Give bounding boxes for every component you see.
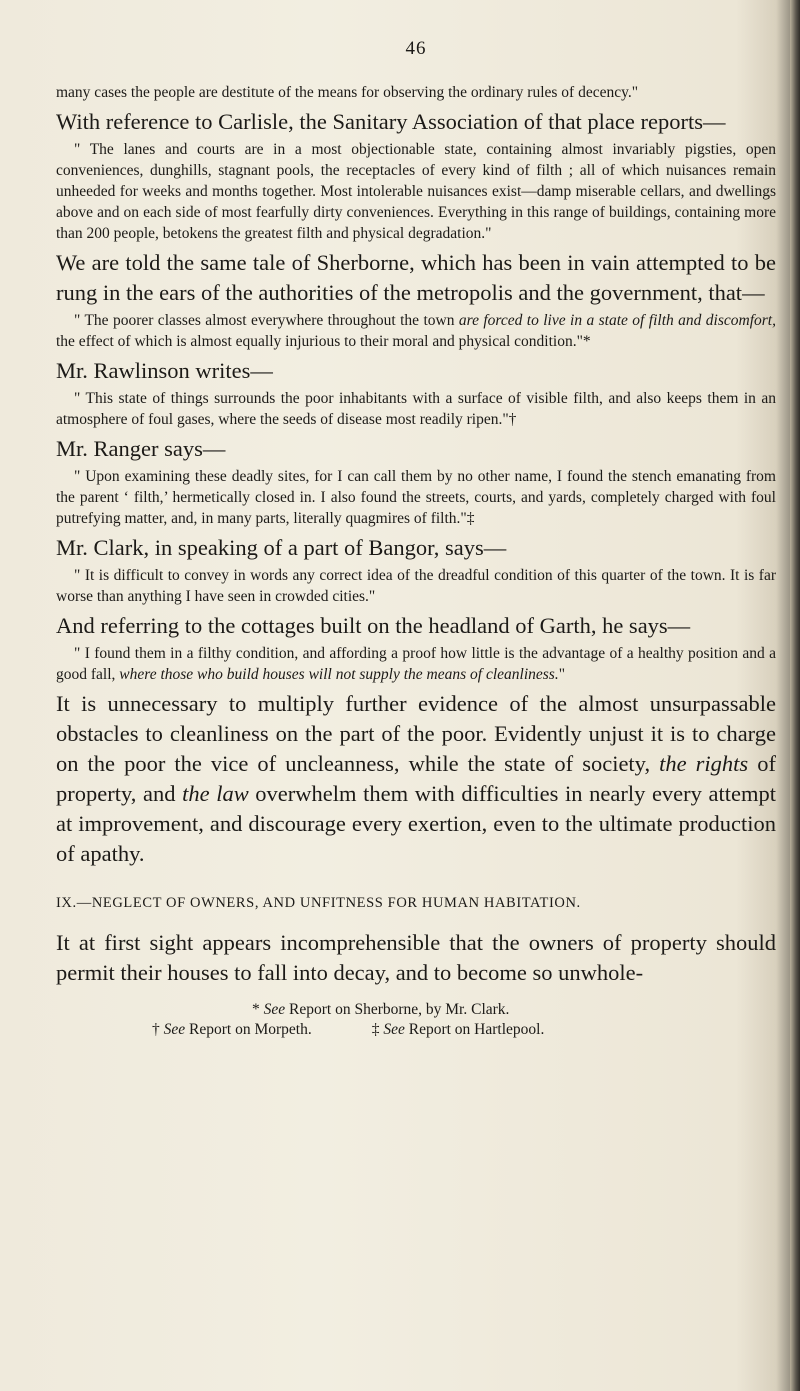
closing-pre: It is unnecessary to multiply further evidence of the almost unsurpassable obstacles to cleanliness on the part of the poor. Evidently unjust it is to charge on the poor the vice of uncleanness, while the state of society, — [56, 691, 776, 776]
quote-sherborne-italic: are forced to live in a state of filth and discomfort, — [458, 312, 776, 329]
footnote-2-see: See — [163, 1021, 186, 1038]
footnote-2-mark: † — [152, 1021, 164, 1038]
quote-sherborne-post: the effect of which is almost equally injurious to their moral and physical condition."* — [56, 333, 591, 350]
quote-garth-italic: where those who build houses will not supply the means of cleanliness. — [119, 666, 559, 683]
quote-ranger: " Upon examining these deadly sites, for I can call them by no other name, I found the stench emanating from the parent ‘ filth,’ hermetically closed in. I also found the streets, courts, and yards, completely charged with foul putrefying matter, and, in many parts, literally quagmires of filth."‡ — [56, 468, 776, 527]
paragraph-closing — [56, 689, 776, 869]
footnote-3 — [372, 1020, 545, 1040]
paragraph-rawlinson: Mr. Rawlinson writes— — [56, 358, 273, 383]
footnote-3-mark: ‡ — [371, 1021, 384, 1038]
quote-garth-post: " — [558, 666, 566, 683]
paragraph-carlisle: With reference to Carlisle, the Sanitary Association of that place reports— — [56, 109, 726, 134]
section-heading: IX.—NEGLECT OF OWNERS, AND UNFITNESS FOR HUMAN HABITATION. — [56, 895, 581, 911]
paragraph-sherborne: We are told the same tale of Sherborne, which has been in vain attempted to be rung in the ears of the authorities of the metropolis and the government, that— — [56, 250, 776, 305]
footnote-1-see: See — [263, 1001, 286, 1018]
footnote-3-see: See — [383, 1021, 405, 1038]
page-edge-shadow — [790, 0, 800, 1391]
footnote-1-text: Report on Sherborne, by Mr. Clark. — [285, 1001, 510, 1018]
quote-decency: many cases the people are destitute of the means for observing the ordinary rules of decency." — [56, 84, 639, 101]
footnote-1 — [152, 1000, 776, 1020]
footnote-3-text: Report on Hartlepool. — [404, 1021, 545, 1038]
quote-rawlinson: " This state of things surrounds the poor inhabitants with a surface of visible filth, and also keeps them in an atmosphere of foul gases, where the seeds of disease most readily ripen."† — [56, 390, 776, 428]
paragraph-clark: Mr. Clark, in speaking of a part of Bangor, says— — [56, 535, 507, 560]
quote-bangor: " It is difficult to convey in words any correct idea of the dreadful condition of this quarter of the town. It is far worse than anything I have seen in crowded cities." — [56, 567, 776, 605]
quote-sherborne — [56, 310, 776, 352]
paragraph-garth: And referring to the cottages built on the headland of Garth, he says— — [56, 613, 691, 638]
closing-italic-rights: the rights — [659, 751, 749, 776]
closing-post: overwhelm them with difficulties in nearly every attempt at improvement, and discourage every exertion, even to the ultimate production of apathy. — [56, 781, 777, 866]
footnotes — [56, 1000, 776, 1040]
quote-sherborne-pre: " The poorer classes almost everywhere throughout the town — [74, 312, 459, 329]
paragraph-section-ix: It at first sight appears incomprehensible that the owners of property should permit their houses to fall into decay, and to become so unwhole- — [56, 930, 776, 985]
footnote-row-2 — [152, 1020, 776, 1040]
closing-italic-law: the law — [182, 781, 249, 806]
footnote-2 — [152, 1020, 312, 1040]
footnote-1-mark: * — [252, 1001, 264, 1018]
closing-mid: of property, and — [56, 751, 776, 806]
page-content — [56, 38, 776, 1040]
page-number: 46 — [405, 38, 427, 59]
footnote-2-text: Report on Morpeth. — [185, 1021, 312, 1038]
quote-garth-pre: " I found them in a filthy condition, and affording a proof how little is the advantage of a healthy position and a good fall, — [56, 645, 776, 683]
paragraph-ranger: Mr. Ranger says— — [56, 436, 226, 461]
quote-carlisle: " The lanes and courts are in a most objectionable state, containing almost invariably pigsties, open conveniences, dunghills, stagnant pools, the receptacles of every kind of filth ; all of which nuisances remain unheeded for weeks and months together. Most intolerable nuisances exist—damp miserable cellars, and dwellings above and on each side of most fearfully dirty conveniences. Everything in this range of buildings, containing more than 200 people, betokens the greatest filth and physical degradation." — [56, 141, 776, 242]
quote-garth — [56, 643, 776, 685]
